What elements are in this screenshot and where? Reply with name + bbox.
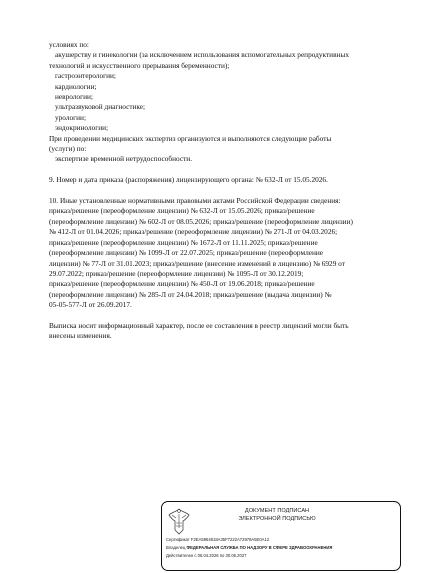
text-line: (переоформление лицензии) № 1099-Л от 22.07.2025; приказ/решение (переоформление: [49, 248, 323, 258]
text-line: условиях по:: [49, 40, 89, 49]
text-line: приказ/решение (переоформление лицензии) № 450-Л от 19.06.2018; приказ/решение: [49, 279, 315, 289]
text-line: гастроэнтерологии;: [55, 71, 116, 81]
disclaimer-line: Выписка носит информационный характер, после ее составления в реестр лицензий могли быть: [49, 320, 349, 330]
section-9-line: 9. Номер и дата приказа (распоряжения) лицензирующего органа: № 632-Л от 15.05.2026.: [49, 175, 328, 185]
text-line: неврологии;: [55, 92, 93, 102]
electronic-signature-stamp: [161, 501, 401, 571]
stamp-subtitle: ЭЛЕКТРОННОЙ ПОДПИСЬЮ: [238, 516, 316, 522]
text-line: технологий и искусственного прерывания беременности);: [49, 60, 230, 70]
certificate-value: F2EA5954818A35F7222A72978A5E0A12: [190, 537, 270, 542]
text-line: кардиологии;: [55, 81, 97, 91]
owner-label: Владелец: [166, 544, 186, 550]
stamp-title: ДОКУМЕНТ ПОДПИСАН: [244, 508, 310, 514]
certificate-row: [166, 536, 398, 544]
text-line: № 412-Л от 01.04.2026; приказ/решение (переоформление лицензии) № 271-Л от 04.03.2026;: [49, 227, 338, 237]
certificate-label: Сертификат: [166, 537, 190, 542]
owner-row: [166, 544, 398, 552]
document-body: [49, 40, 399, 342]
text-line: эндокринологии;: [55, 123, 109, 133]
text-line: ультразвуковой диагностике;: [55, 102, 146, 112]
owner-value: ФЕДЕРАЛЬНАЯ СЛУЖБА ПО НАДЗОРУ В СФЕРЕ ЗДРАВООХРАНЕНИЯ: [186, 544, 333, 550]
text-line: 29.07.2022; приказ/решение (переоформление лицензии) № 1095-Л от 30.12.2019;: [49, 268, 304, 278]
text-line: приказ/решение (переоформление лицензии) № 1672-Л от 11.11.2025; приказ/решение: [49, 237, 318, 247]
validity-text: Действителен с 06.04.2026 по 30.06.2027: [166, 552, 247, 558]
text-line: приказ/решение (переоформление лицензии) № 632-Л от 15.05.2026; приказ/решение: [49, 206, 315, 216]
disclaimer-line: внесены изменения.: [49, 331, 112, 341]
text-line: При проведении медицинских экспертиз организуются и выполняются следующие работы: [49, 133, 332, 143]
text-line: (переоформление лицензии) № 285-Л от 24.04.2018; приказ/решение (выдача лицензии) №: [49, 289, 332, 299]
text-line: лицензии) № 77-Л от 31.01.2023; приказ/решение (внесение изменений в лицензию) № 6929 от: [49, 258, 345, 268]
text-line: акушерству и гинекологии (за исключением использования вспомогательных репродуктивных: [55, 50, 349, 60]
coat-of-arms-icon: [166, 506, 192, 536]
text-line: 05-05-577-Л от 26.09.2017.: [49, 300, 132, 310]
text-line: урологии;: [55, 112, 86, 122]
section-10-heading: 10. Иные установленные нормативными правовыми актами Российской Федерации сведения:: [49, 196, 341, 206]
text-line: экспертизе временной нетрудоспособности.: [55, 154, 193, 164]
text-line: (переоформление лицензии) № 602-Л от 08.05.2026; приказ/решение (переоформление лицензии): [49, 216, 353, 226]
text-line: (услуги) по:: [49, 144, 87, 154]
